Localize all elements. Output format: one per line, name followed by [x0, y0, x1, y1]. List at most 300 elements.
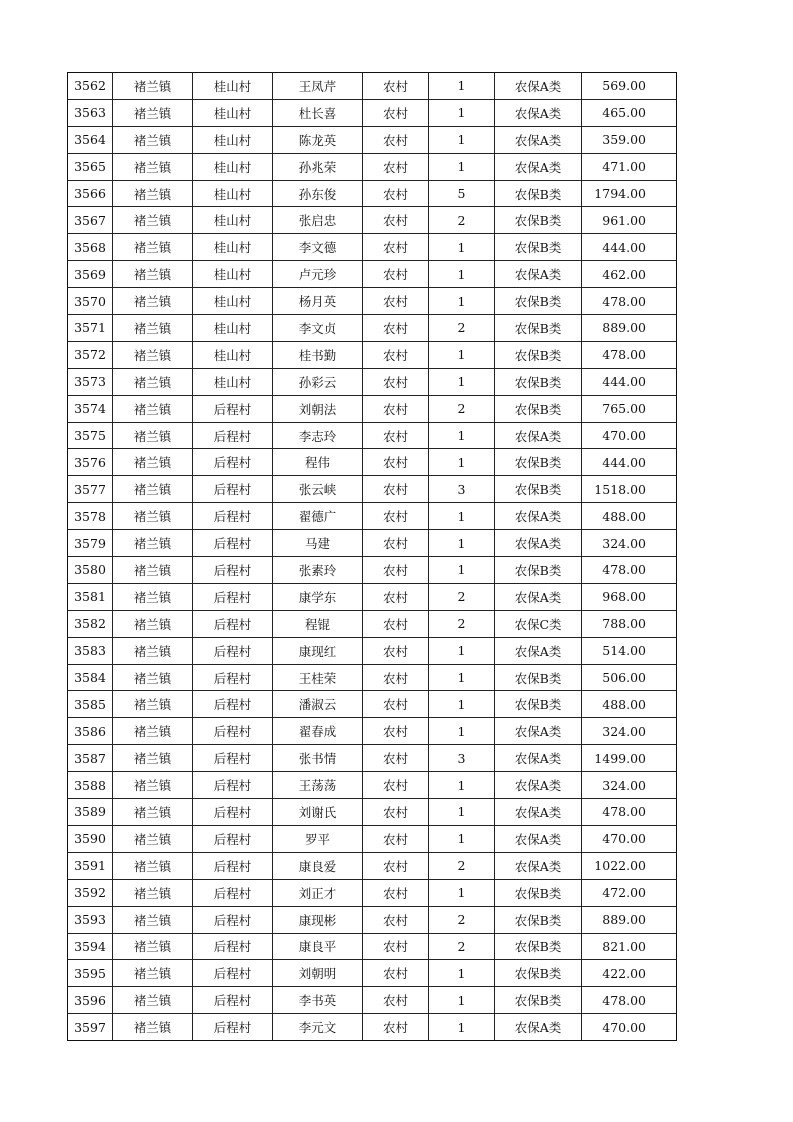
cell-residence-type: 农村	[363, 288, 429, 315]
cell-village: 后程村	[193, 745, 273, 772]
cell-residence-type: 农村	[363, 422, 429, 449]
cell-household-count: 1	[429, 799, 495, 826]
cell-town: 褚兰镇	[113, 799, 193, 826]
cell-person-name: 康良平	[273, 933, 363, 960]
cell-town: 褚兰镇	[113, 99, 193, 126]
table-row	[68, 341, 677, 368]
cell-village: 后程村	[193, 530, 273, 557]
table-row	[68, 126, 677, 153]
cell-residence-type: 农村	[363, 583, 429, 610]
cell-person-name: 杜长喜	[273, 99, 363, 126]
cell-insurance-category: 农保B类	[495, 906, 582, 933]
cell-insurance-category: 农保B类	[495, 449, 582, 476]
cell-village: 桂山村	[193, 153, 273, 180]
cell-household-count: 1	[429, 99, 495, 126]
table-row	[68, 664, 677, 691]
table-row	[68, 852, 677, 879]
cell-residence-type: 农村	[363, 234, 429, 261]
cell-amount: 1794.00	[582, 180, 677, 207]
cell-residence-type: 农村	[363, 933, 429, 960]
cell-residence-type: 农村	[363, 530, 429, 557]
cell-insurance-category: 农保A类	[495, 745, 582, 772]
cell-town: 褚兰镇	[113, 557, 193, 584]
cell-town: 褚兰镇	[113, 960, 193, 987]
cell-insurance-category: 农保B类	[495, 234, 582, 261]
cell-village: 桂山村	[193, 126, 273, 153]
cell-serial-number: 3570	[68, 288, 113, 315]
cell-insurance-category: 农保A类	[495, 126, 582, 153]
cell-amount: 478.00	[582, 799, 677, 826]
cell-serial-number: 3577	[68, 476, 113, 503]
cell-village: 桂山村	[193, 341, 273, 368]
cell-insurance-category: 农保B类	[495, 476, 582, 503]
cell-amount: 359.00	[582, 126, 677, 153]
cell-village: 桂山村	[193, 99, 273, 126]
cell-village: 后程村	[193, 799, 273, 826]
cell-insurance-category: 农保A类	[495, 530, 582, 557]
cell-household-count: 1	[429, 234, 495, 261]
cell-amount: 514.00	[582, 637, 677, 664]
cell-insurance-category: 农保B类	[495, 557, 582, 584]
cell-serial-number: 3566	[68, 180, 113, 207]
cell-amount: 478.00	[582, 557, 677, 584]
cell-insurance-category: 农保B类	[495, 207, 582, 234]
cell-town: 褚兰镇	[113, 825, 193, 852]
cell-amount: 470.00	[582, 825, 677, 852]
cell-amount: 488.00	[582, 691, 677, 718]
cell-person-name: 杨月英	[273, 288, 363, 315]
cell-amount: 444.00	[582, 449, 677, 476]
cell-residence-type: 农村	[363, 799, 429, 826]
cell-household-count: 2	[429, 610, 495, 637]
cell-serial-number: 3573	[68, 368, 113, 395]
cell-village: 后程村	[193, 395, 273, 422]
cell-amount: 788.00	[582, 610, 677, 637]
cell-residence-type: 农村	[363, 825, 429, 852]
cell-person-name: 李元文	[273, 1014, 363, 1041]
cell-serial-number: 3597	[68, 1014, 113, 1041]
cell-person-name: 王荡荡	[273, 772, 363, 799]
cell-town: 褚兰镇	[113, 126, 193, 153]
cell-insurance-category: 农保B类	[495, 691, 582, 718]
cell-serial-number: 3575	[68, 422, 113, 449]
cell-household-count: 2	[429, 852, 495, 879]
cell-village: 后程村	[193, 691, 273, 718]
cell-town: 褚兰镇	[113, 1014, 193, 1041]
cell-town: 褚兰镇	[113, 341, 193, 368]
cell-village: 后程村	[193, 557, 273, 584]
cell-person-name: 王桂荣	[273, 664, 363, 691]
cell-person-name: 刘朝明	[273, 960, 363, 987]
cell-residence-type: 农村	[363, 368, 429, 395]
cell-household-count: 1	[429, 530, 495, 557]
cell-amount: 961.00	[582, 207, 677, 234]
cell-village: 后程村	[193, 476, 273, 503]
cell-serial-number: 3587	[68, 745, 113, 772]
table-row	[68, 1014, 677, 1041]
cell-person-name: 李文德	[273, 234, 363, 261]
cell-town: 褚兰镇	[113, 395, 193, 422]
cell-insurance-category: 农保A类	[495, 825, 582, 852]
cell-village: 后程村	[193, 906, 273, 933]
cell-person-name: 张素玲	[273, 557, 363, 584]
cell-person-name: 刘正才	[273, 879, 363, 906]
cell-village: 桂山村	[193, 368, 273, 395]
cell-residence-type: 农村	[363, 852, 429, 879]
cell-amount: 488.00	[582, 503, 677, 530]
cell-village: 后程村	[193, 664, 273, 691]
cell-amount: 889.00	[582, 906, 677, 933]
cell-person-name: 马建	[273, 530, 363, 557]
cell-amount: 462.00	[582, 261, 677, 288]
cell-village: 桂山村	[193, 207, 273, 234]
cell-amount: 324.00	[582, 718, 677, 745]
table-row	[68, 476, 677, 503]
cell-town: 褚兰镇	[113, 852, 193, 879]
cell-village: 后程村	[193, 503, 273, 530]
cell-household-count: 1	[429, 879, 495, 906]
cell-insurance-category: 农保B类	[495, 960, 582, 987]
cell-insurance-category: 农保B类	[495, 368, 582, 395]
cell-household-count: 3	[429, 476, 495, 503]
cell-person-name: 程锟	[273, 610, 363, 637]
cell-household-count: 2	[429, 207, 495, 234]
cell-household-count: 1	[429, 449, 495, 476]
cell-amount: 465.00	[582, 99, 677, 126]
cell-town: 褚兰镇	[113, 288, 193, 315]
cell-insurance-category: 农保B类	[495, 933, 582, 960]
cell-insurance-category: 农保A类	[495, 637, 582, 664]
cell-person-name: 陈龙英	[273, 126, 363, 153]
cell-household-count: 1	[429, 126, 495, 153]
cell-residence-type: 农村	[363, 207, 429, 234]
cell-household-count: 1	[429, 987, 495, 1014]
cell-residence-type: 农村	[363, 987, 429, 1014]
cell-village: 后程村	[193, 422, 273, 449]
cell-insurance-category: 农保B类	[495, 987, 582, 1014]
table-row	[68, 987, 677, 1014]
cell-insurance-category: 农保A类	[495, 1014, 582, 1041]
cell-town: 褚兰镇	[113, 476, 193, 503]
cell-insurance-category: 农保A类	[495, 718, 582, 745]
cell-village: 桂山村	[193, 73, 273, 100]
cell-residence-type: 农村	[363, 341, 429, 368]
cell-person-name: 潘淑云	[273, 691, 363, 718]
cell-person-name: 孙彩云	[273, 368, 363, 395]
table-row	[68, 395, 677, 422]
cell-serial-number: 3565	[68, 153, 113, 180]
cell-serial-number: 3576	[68, 449, 113, 476]
cell-amount: 444.00	[582, 234, 677, 261]
cell-town: 褚兰镇	[113, 933, 193, 960]
cell-town: 褚兰镇	[113, 718, 193, 745]
cell-amount: 889.00	[582, 315, 677, 342]
cell-person-name: 李文贞	[273, 315, 363, 342]
cell-insurance-category: 农保B类	[495, 315, 582, 342]
cell-amount: 478.00	[582, 987, 677, 1014]
cell-town: 褚兰镇	[113, 261, 193, 288]
cell-serial-number: 3571	[68, 315, 113, 342]
cell-village: 后程村	[193, 987, 273, 1014]
cell-household-count: 5	[429, 180, 495, 207]
cell-insurance-category: 农保A类	[495, 799, 582, 826]
table-body	[68, 73, 677, 1041]
cell-serial-number: 3582	[68, 610, 113, 637]
cell-insurance-category: 农保A类	[495, 99, 582, 126]
cell-household-count: 1	[429, 960, 495, 987]
cell-insurance-category: 农保B类	[495, 664, 582, 691]
cell-serial-number: 3583	[68, 637, 113, 664]
cell-insurance-category: 农保B类	[495, 180, 582, 207]
cell-person-name: 康现彬	[273, 906, 363, 933]
cell-insurance-category: 农保B类	[495, 879, 582, 906]
cell-serial-number: 3567	[68, 207, 113, 234]
cell-residence-type: 农村	[363, 718, 429, 745]
cell-amount: 968.00	[582, 583, 677, 610]
cell-village: 后程村	[193, 852, 273, 879]
cell-person-name: 罗平	[273, 825, 363, 852]
cell-residence-type: 农村	[363, 664, 429, 691]
table-row	[68, 73, 677, 100]
cell-town: 褚兰镇	[113, 503, 193, 530]
table-row	[68, 153, 677, 180]
cell-household-count: 2	[429, 583, 495, 610]
cell-residence-type: 农村	[363, 879, 429, 906]
cell-residence-type: 农村	[363, 637, 429, 664]
cell-household-count: 1	[429, 557, 495, 584]
cell-person-name: 程伟	[273, 449, 363, 476]
cell-serial-number: 3594	[68, 933, 113, 960]
cell-village: 桂山村	[193, 288, 273, 315]
cell-amount: 478.00	[582, 288, 677, 315]
records-table	[67, 72, 677, 1041]
cell-town: 褚兰镇	[113, 772, 193, 799]
table-row	[68, 288, 677, 315]
table-row	[68, 610, 677, 637]
cell-town: 褚兰镇	[113, 368, 193, 395]
table-row	[68, 691, 677, 718]
cell-amount: 506.00	[582, 664, 677, 691]
cell-household-count: 2	[429, 933, 495, 960]
cell-household-count: 1	[429, 691, 495, 718]
cell-household-count: 2	[429, 395, 495, 422]
cell-serial-number: 3588	[68, 772, 113, 799]
cell-serial-number: 3564	[68, 126, 113, 153]
table-row	[68, 637, 677, 664]
cell-insurance-category: 农保A类	[495, 583, 582, 610]
cell-serial-number: 3563	[68, 99, 113, 126]
cell-residence-type: 农村	[363, 503, 429, 530]
cell-serial-number: 3595	[68, 960, 113, 987]
cell-person-name: 翟德广	[273, 503, 363, 530]
cell-serial-number: 3589	[68, 799, 113, 826]
cell-insurance-category: 农保B类	[495, 341, 582, 368]
cell-person-name: 卢元珍	[273, 261, 363, 288]
cell-village: 后程村	[193, 879, 273, 906]
cell-amount: 1022.00	[582, 852, 677, 879]
cell-serial-number: 3574	[68, 395, 113, 422]
cell-person-name: 孙东俊	[273, 180, 363, 207]
cell-town: 褚兰镇	[113, 207, 193, 234]
cell-village: 后程村	[193, 960, 273, 987]
cell-insurance-category: 农保A类	[495, 852, 582, 879]
cell-town: 褚兰镇	[113, 906, 193, 933]
cell-town: 褚兰镇	[113, 583, 193, 610]
cell-insurance-category: 农保A类	[495, 73, 582, 100]
cell-residence-type: 农村	[363, 476, 429, 503]
cell-household-count: 1	[429, 73, 495, 100]
cell-village: 后程村	[193, 583, 273, 610]
table-row	[68, 718, 677, 745]
cell-town: 褚兰镇	[113, 879, 193, 906]
cell-residence-type: 农村	[363, 180, 429, 207]
cell-household-count: 1	[429, 664, 495, 691]
cell-household-count: 1	[429, 1014, 495, 1041]
table-row	[68, 960, 677, 987]
cell-town: 褚兰镇	[113, 637, 193, 664]
table-row	[68, 906, 677, 933]
cell-insurance-category: 农保A类	[495, 261, 582, 288]
table-row	[68, 745, 677, 772]
cell-town: 褚兰镇	[113, 530, 193, 557]
table-row	[68, 825, 677, 852]
cell-amount: 324.00	[582, 772, 677, 799]
cell-town: 褚兰镇	[113, 691, 193, 718]
cell-town: 褚兰镇	[113, 73, 193, 100]
cell-serial-number: 3568	[68, 234, 113, 261]
cell-person-name: 张云峡	[273, 476, 363, 503]
cell-town: 褚兰镇	[113, 315, 193, 342]
cell-person-name: 康现红	[273, 637, 363, 664]
cell-residence-type: 农村	[363, 126, 429, 153]
cell-person-name: 翟春成	[273, 718, 363, 745]
cell-serial-number: 3584	[68, 664, 113, 691]
cell-person-name: 李书英	[273, 987, 363, 1014]
cell-village: 后程村	[193, 449, 273, 476]
cell-serial-number: 3569	[68, 261, 113, 288]
cell-village: 桂山村	[193, 315, 273, 342]
cell-residence-type: 农村	[363, 261, 429, 288]
table-row	[68, 207, 677, 234]
cell-serial-number: 3562	[68, 73, 113, 100]
table-row	[68, 449, 677, 476]
cell-residence-type: 农村	[363, 99, 429, 126]
cell-village: 桂山村	[193, 234, 273, 261]
cell-household-count: 1	[429, 288, 495, 315]
cell-village: 后程村	[193, 1014, 273, 1041]
cell-serial-number: 3586	[68, 718, 113, 745]
cell-village: 后程村	[193, 772, 273, 799]
cell-amount: 470.00	[582, 1014, 677, 1041]
document-page	[67, 72, 676, 1041]
cell-serial-number: 3580	[68, 557, 113, 584]
cell-serial-number: 3593	[68, 906, 113, 933]
cell-residence-type: 农村	[363, 772, 429, 799]
cell-serial-number: 3596	[68, 987, 113, 1014]
table-row	[68, 530, 677, 557]
cell-town: 褚兰镇	[113, 987, 193, 1014]
cell-village: 桂山村	[193, 180, 273, 207]
cell-village: 后程村	[193, 825, 273, 852]
cell-residence-type: 农村	[363, 449, 429, 476]
cell-residence-type: 农村	[363, 315, 429, 342]
table-row	[68, 933, 677, 960]
cell-serial-number: 3578	[68, 503, 113, 530]
cell-residence-type: 农村	[363, 153, 429, 180]
cell-amount: 765.00	[582, 395, 677, 422]
cell-amount: 472.00	[582, 879, 677, 906]
cell-serial-number: 3592	[68, 879, 113, 906]
cell-town: 褚兰镇	[113, 449, 193, 476]
cell-serial-number: 3579	[68, 530, 113, 557]
cell-person-name: 张启忠	[273, 207, 363, 234]
cell-amount: 1518.00	[582, 476, 677, 503]
cell-village: 桂山村	[193, 261, 273, 288]
cell-insurance-category: 农保B类	[495, 395, 582, 422]
cell-household-count: 2	[429, 315, 495, 342]
cell-town: 褚兰镇	[113, 153, 193, 180]
table-row	[68, 879, 677, 906]
cell-insurance-category: 农保B类	[495, 288, 582, 315]
cell-residence-type: 农村	[363, 906, 429, 933]
cell-amount: 1499.00	[582, 745, 677, 772]
cell-serial-number: 3591	[68, 852, 113, 879]
cell-town: 褚兰镇	[113, 180, 193, 207]
table-row	[68, 261, 677, 288]
cell-town: 褚兰镇	[113, 234, 193, 261]
cell-residence-type: 农村	[363, 745, 429, 772]
cell-household-count: 1	[429, 825, 495, 852]
table-row	[68, 799, 677, 826]
cell-person-name: 孙兆荣	[273, 153, 363, 180]
cell-person-name: 王凤芹	[273, 73, 363, 100]
cell-village: 后程村	[193, 610, 273, 637]
cell-amount: 478.00	[582, 341, 677, 368]
cell-household-count: 3	[429, 745, 495, 772]
table-row	[68, 772, 677, 799]
table-row	[68, 503, 677, 530]
cell-residence-type: 农村	[363, 960, 429, 987]
cell-household-count: 1	[429, 153, 495, 180]
cell-residence-type: 农村	[363, 610, 429, 637]
cell-town: 褚兰镇	[113, 745, 193, 772]
cell-village: 后程村	[193, 637, 273, 664]
table-row	[68, 368, 677, 395]
table-row	[68, 315, 677, 342]
cell-insurance-category: 农保A类	[495, 772, 582, 799]
cell-insurance-category: 农保C类	[495, 610, 582, 637]
cell-person-name: 康学东	[273, 583, 363, 610]
cell-town: 褚兰镇	[113, 664, 193, 691]
cell-residence-type: 农村	[363, 1014, 429, 1041]
cell-person-name: 张书情	[273, 745, 363, 772]
cell-insurance-category: 农保A类	[495, 503, 582, 530]
cell-household-count: 1	[429, 422, 495, 449]
cell-serial-number: 3585	[68, 691, 113, 718]
cell-person-name: 康良爱	[273, 852, 363, 879]
cell-person-name: 李志玲	[273, 422, 363, 449]
cell-amount: 324.00	[582, 530, 677, 557]
cell-household-count: 1	[429, 261, 495, 288]
cell-household-count: 1	[429, 637, 495, 664]
cell-household-count: 1	[429, 718, 495, 745]
cell-insurance-category: 农保A类	[495, 153, 582, 180]
table-row	[68, 234, 677, 261]
cell-person-name: 桂书勤	[273, 341, 363, 368]
cell-amount: 444.00	[582, 368, 677, 395]
cell-serial-number: 3581	[68, 583, 113, 610]
cell-residence-type: 农村	[363, 73, 429, 100]
